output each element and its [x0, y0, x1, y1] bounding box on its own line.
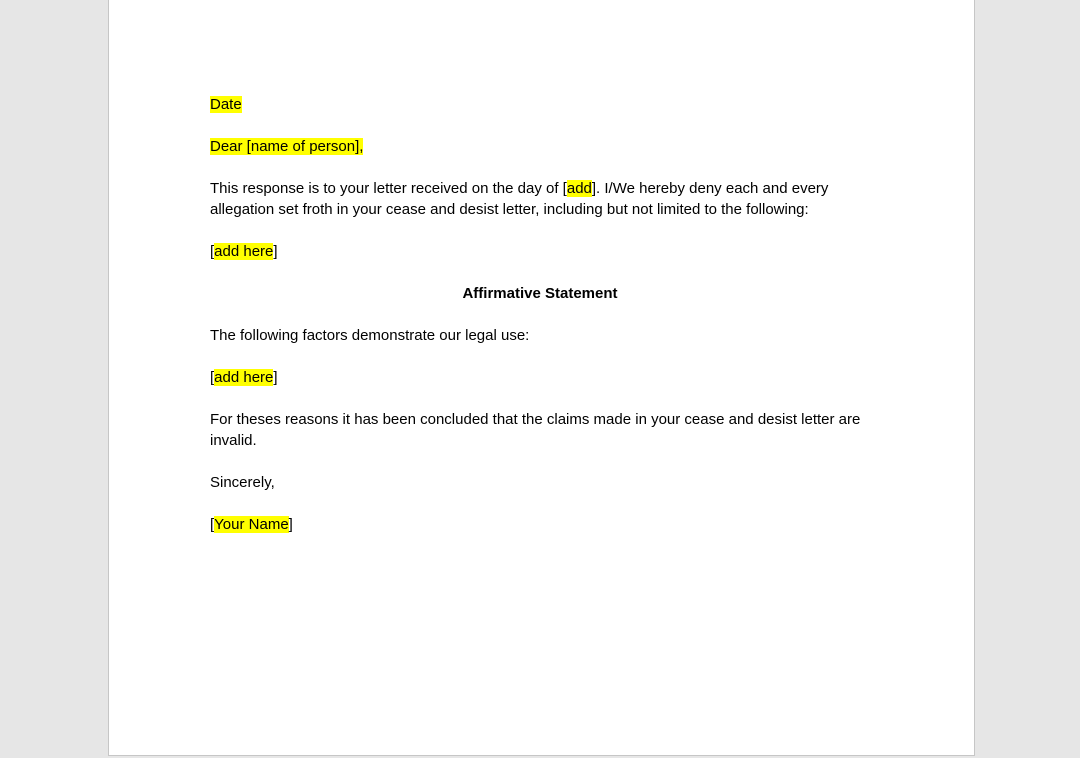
signature-placeholder: Your Name: [214, 516, 289, 533]
factors-open-bracket: [: [210, 369, 215, 386]
factors-close-bracket: ]: [273, 369, 278, 386]
response-rest-text: ]. I/We hereby deny each and every allegation set froth in your cease and desist letter, including but not limited to the following:: [210, 180, 829, 218]
allegations-placeholder: add here: [214, 243, 274, 260]
letter-body[interactable]: [210, 94, 870, 556]
response-intro-text: This response is to your letter received on the day of [: [210, 180, 567, 197]
factors-line: [210, 367, 870, 388]
salutation-line: [210, 136, 870, 157]
signature-open-bracket: [: [210, 516, 215, 533]
section-heading: Affirmative Statement: [462, 285, 618, 302]
allegations-line: [210, 241, 870, 262]
signature-close-bracket: ]: [288, 516, 293, 533]
factors-intro-paragraph: The following factors demonstrate our legal use:: [210, 327, 530, 344]
response-date-placeholder: add: [566, 180, 592, 197]
factors-placeholder: add here: [214, 369, 274, 386]
signature-line: [210, 514, 870, 535]
allegations-open-bracket: [: [210, 243, 215, 260]
allegations-close-bracket: ]: [273, 243, 278, 260]
date-line: [210, 94, 870, 115]
conclusion-paragraph: For theses reasons it has been concluded that the claims made in your cease and desist letter are invalid.: [210, 411, 861, 449]
document-page[interactable]: [108, 0, 975, 756]
response-paragraph: [210, 178, 870, 220]
closing-line: Sincerely,: [210, 474, 275, 491]
date-placeholder: Date: [210, 96, 242, 113]
salutation-placeholder: Dear [name of person],: [210, 138, 364, 155]
